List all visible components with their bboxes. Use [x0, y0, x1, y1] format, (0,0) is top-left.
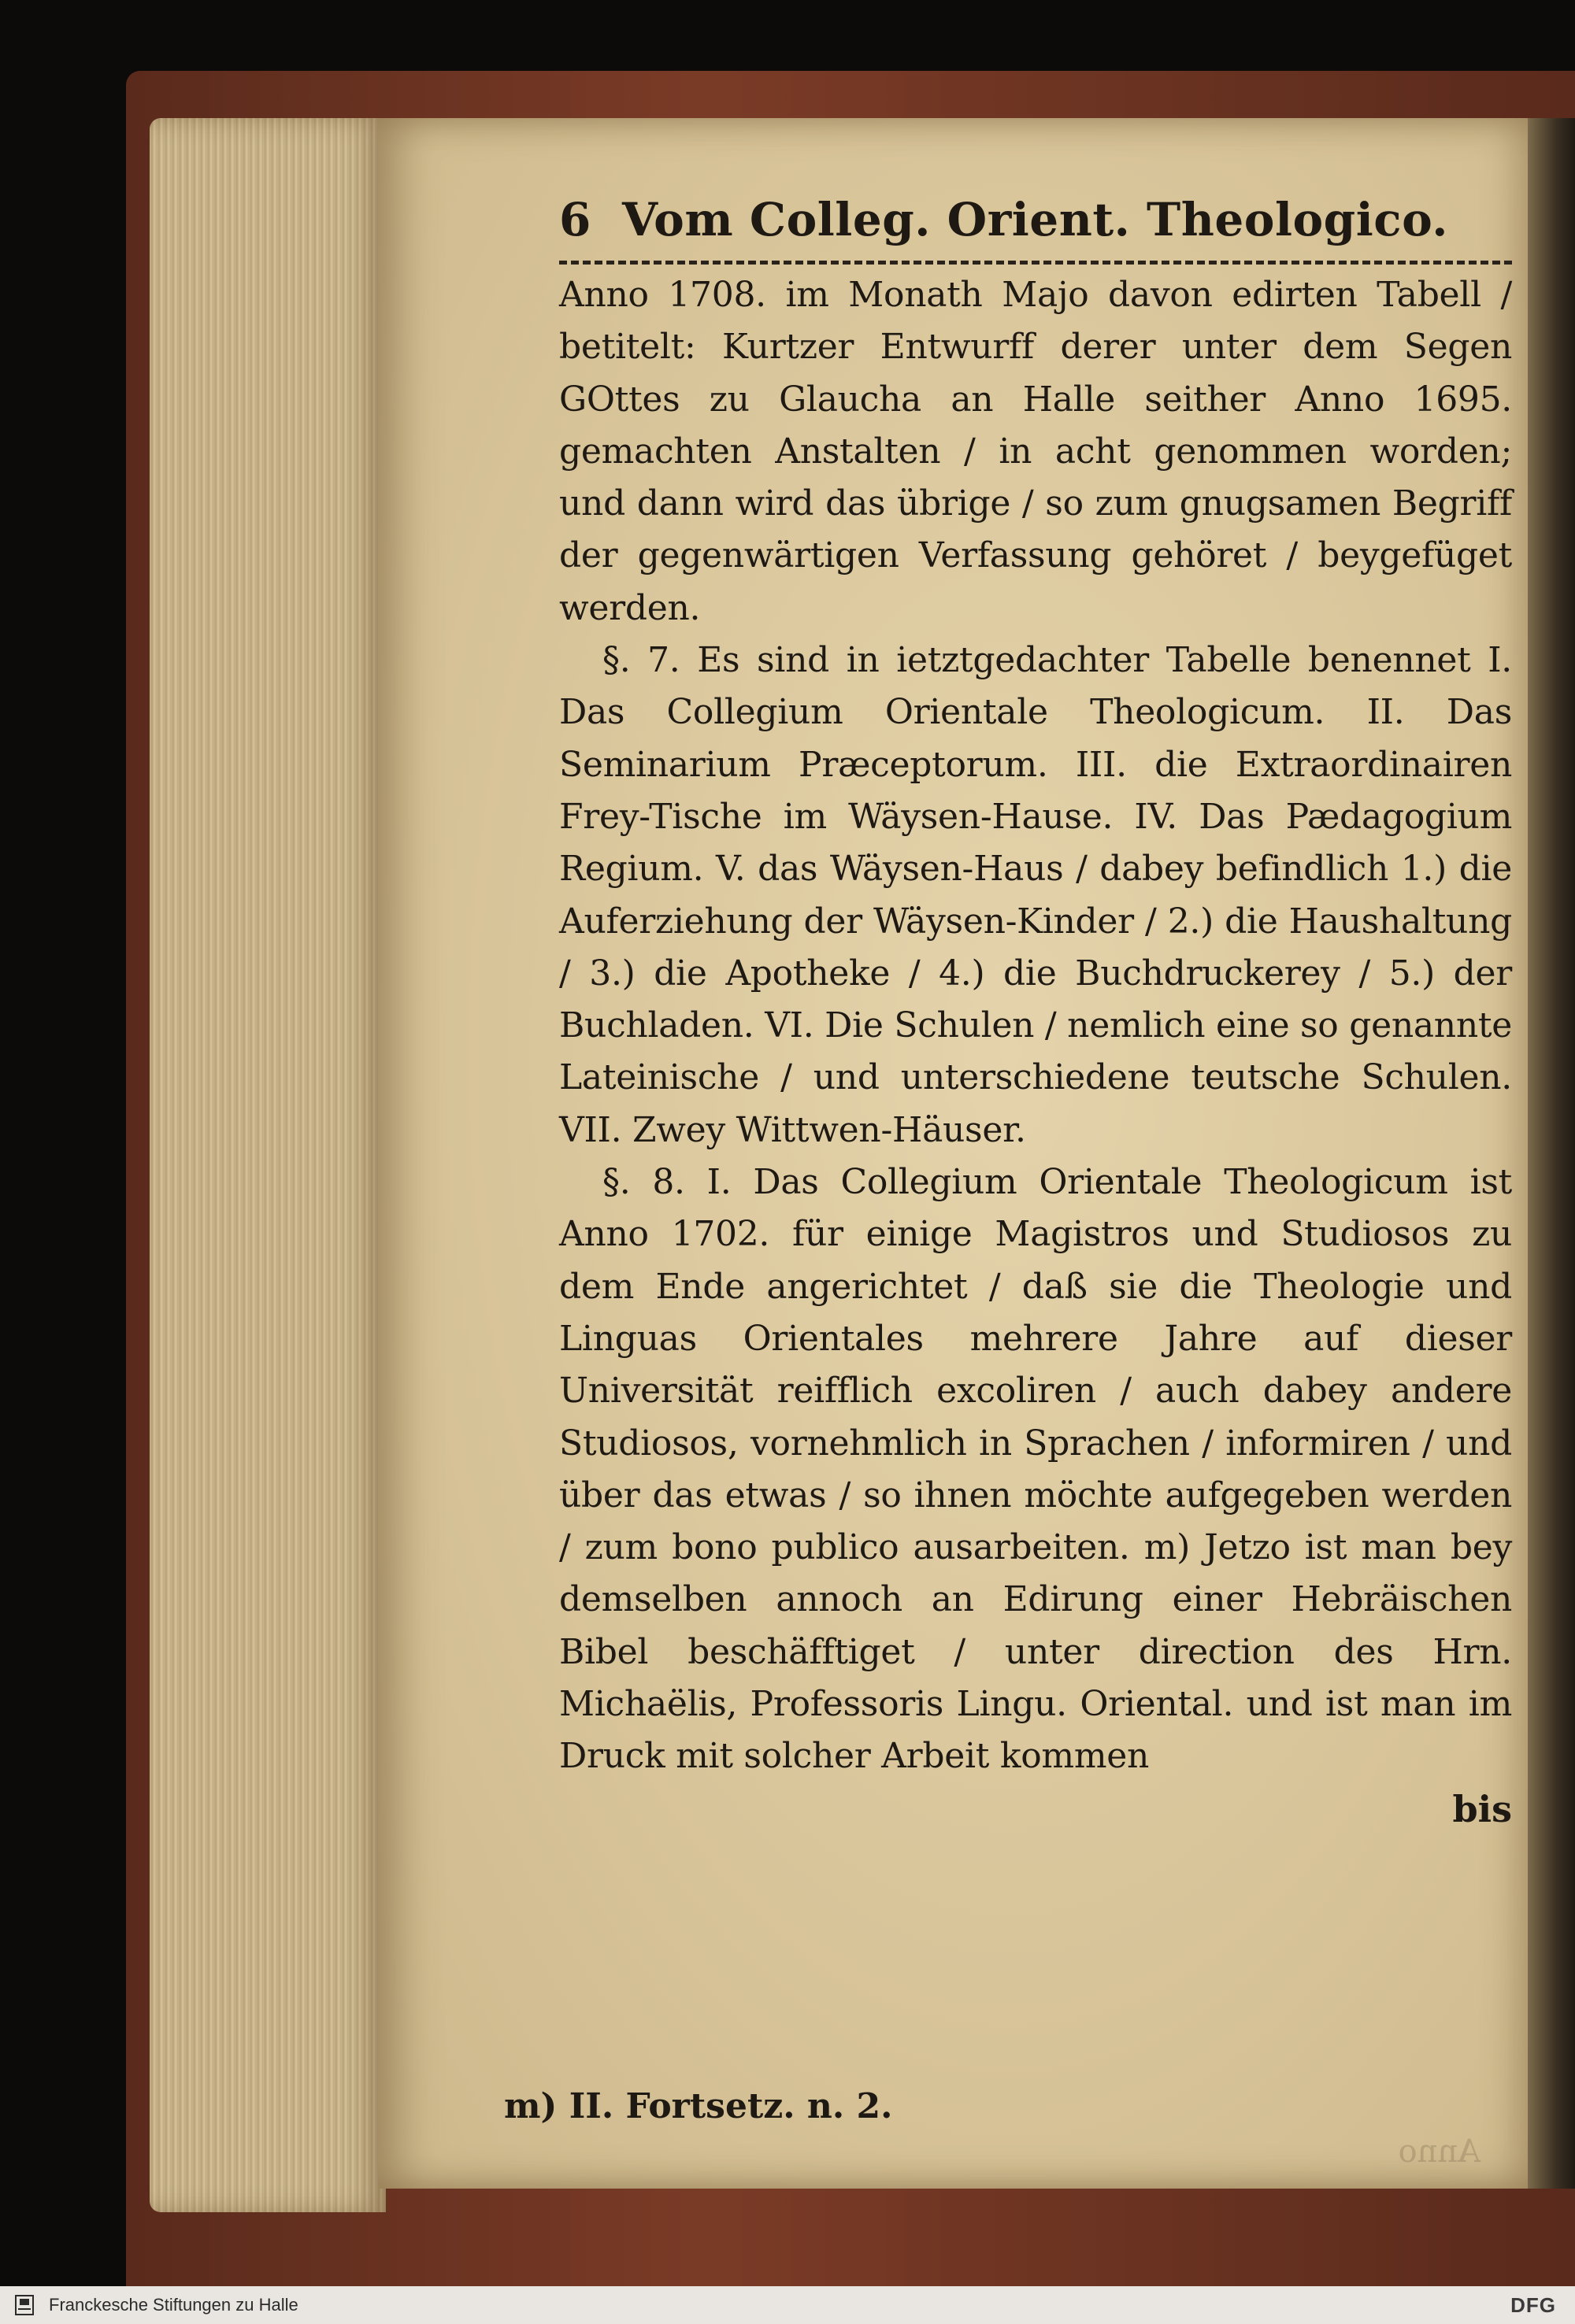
- footnote: m) II. Fortsetz. n. 2.: [504, 2086, 893, 2126]
- institution-logo-icon: [11, 2292, 38, 2318]
- paragraph-3: §. 8. I. Das Collegium Orientale Theologicum ist Anno 1702. für einige Magistros und Studiosos zu dem Ende angerichtet / daß sie die Theologie und Linguas Orientales mehrere Jahre auf dieser Universität reifflich excoliren / auch dabey andere Studiosos, vornehmlich in Sprachen / informiren / und über das etwas / so ihnen möchte aufgegeben werden / zum bono publico ausarbeiten. m) Jetzo ist man bey demselben annoch an Edirung einer Hebräischen Bibel beschäfftiget / unter direction des Hrn. Michaëlis, Professoris Lingu. Oriental. und ist man im Druck mit solcher Arbeit kommen: [559, 1162, 1512, 1777]
- page-number: 6: [559, 193, 591, 246]
- running-head: [559, 193, 1512, 256]
- paragraph-1: Anno 1708. im Monath Majo davon edirten Tabell / betitelt: Kurtzer Entwurff derer unter dem Segen GOttes zu Glaucha an Halle seither Anno 1695. gemachten Anstalten / in acht genommen worden; und dann wird das übrige / so zum gnugsamen Begriff der gegenwärtigen Verfassung gehöret / beygefüget werden.: [559, 275, 1512, 628]
- text-block: [559, 193, 1512, 1835]
- catchword: bis: [1452, 1787, 1512, 1830]
- book-gutter: [1528, 118, 1575, 2189]
- footer-bar: [0, 2286, 1575, 2324]
- head-rule: [559, 261, 1512, 265]
- page-edges: [150, 118, 386, 2212]
- body-text: [559, 269, 1512, 1783]
- footer-left: [0, 2292, 298, 2318]
- running-head-title: Vom Colleg. Orient. Theologico.: [622, 193, 1448, 246]
- dfg-logo: [1510, 2293, 1556, 2318]
- book-page: [378, 118, 1528, 2189]
- paragraph-2: §. 7. Es sind in ietztgedachter Tabelle benennet I. Das Collegium Orientale Theologicum. II. Das Seminarium Præceptorum. III. die Extraordinairen Frey-Tische im Wäysen-Hause. IV. Das Pædagogium Regium. V. das Wäysen-Haus / dabey befindlich 1.) die Auferziehung der Wäysen-Kinder / 2.) die Haushaltung / 3.) die Apotheke / 4.) die Buchdruckerey / 5.) der Buchladen. VI. Die Schulen / nemlich eine so genannte Lateinische / und unterschiedene teutsche Schulen. VII. Zwey Wittwen-Häuser.: [559, 640, 1512, 1150]
- institution-name: Franckesche Stiftungen zu Halle: [49, 2295, 298, 2315]
- dfg-logo-text: DFG: [1510, 2293, 1556, 2317]
- show-through-text: Anno: [1398, 2133, 1480, 2170]
